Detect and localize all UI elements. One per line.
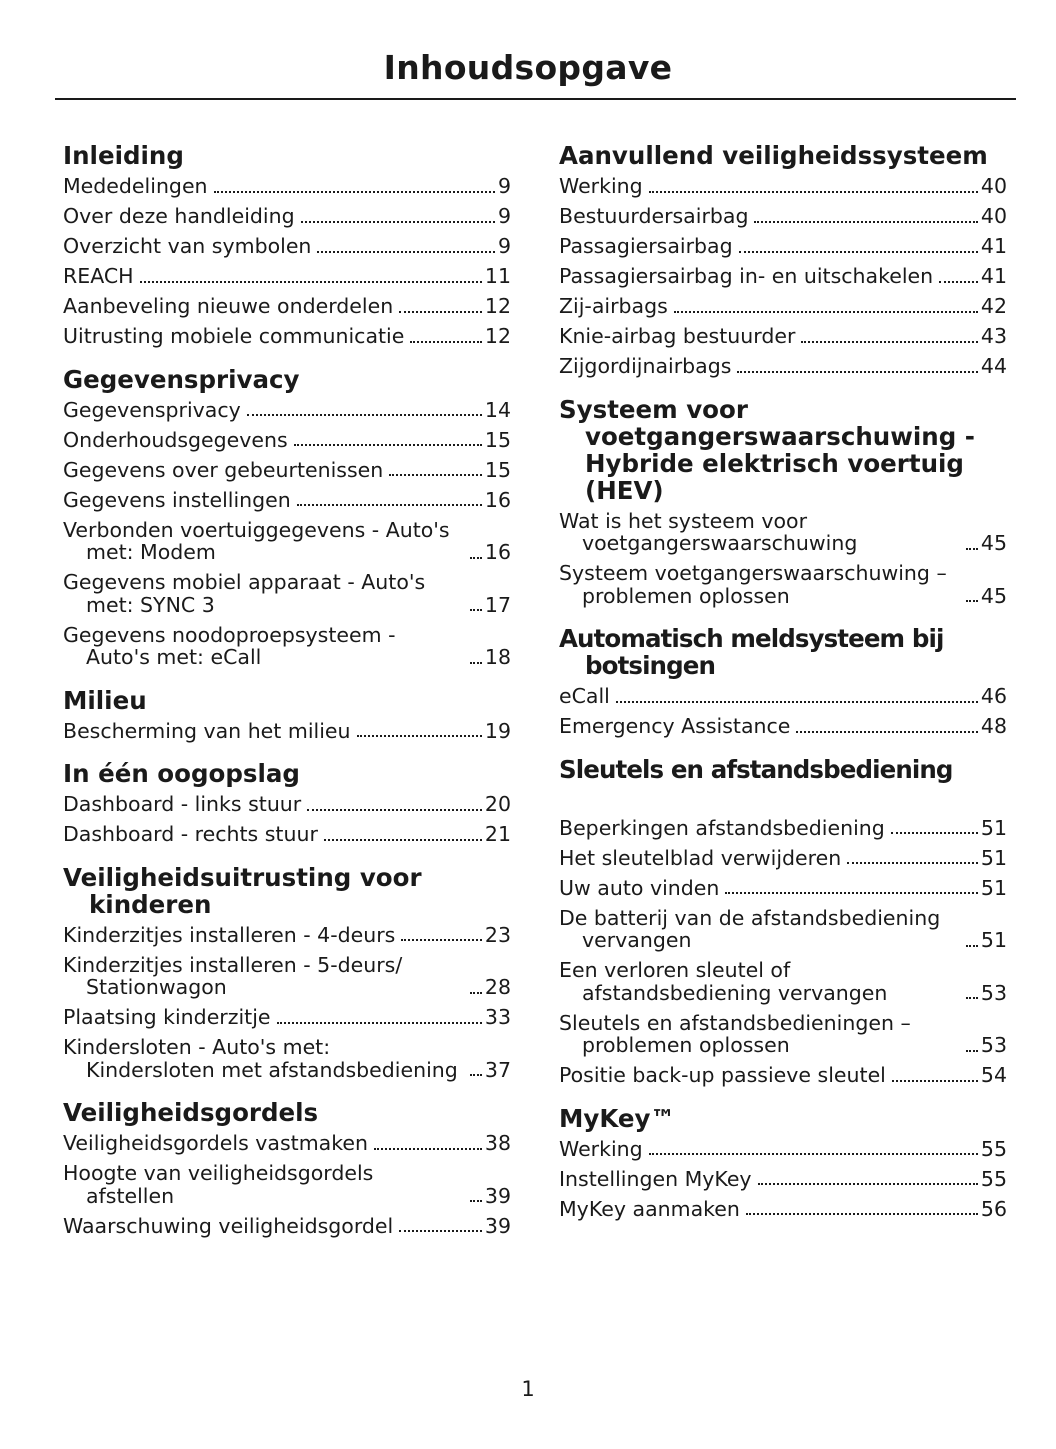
toc-entry[interactable] (559, 817, 1007, 840)
entry-page: 19 (484, 718, 511, 743)
entry-title: Verbonden voertuiggegevens - Auto's met: Modem (63, 517, 450, 564)
toc-right-column (559, 142, 1007, 1238)
toc-entry[interactable] (63, 1215, 511, 1238)
section-heading[interactable]: Automatisch meldsysteem bij botsingen (559, 624, 944, 680)
entry-title: MyKey aanmaken (559, 1196, 740, 1221)
toc-entry[interactable] (559, 235, 1007, 258)
entry-page: 51 (980, 928, 1007, 952)
dot-leader (399, 311, 482, 313)
dot-leader (470, 992, 482, 994)
dot-leader (891, 832, 978, 834)
entry-page: 53 (980, 1033, 1007, 1057)
entry-page: 37 (484, 1057, 511, 1082)
dot-leader (301, 221, 495, 223)
dot-leader (966, 997, 978, 999)
toc-entry[interactable] (559, 847, 1007, 870)
entry-page: 42 (980, 294, 1007, 318)
toc-entry[interactable] (559, 877, 1007, 900)
dot-leader (470, 609, 482, 611)
entry-title: Beperkingen afstandsbediening (559, 815, 885, 840)
entry-title: De batterij van de afstandsbediening vervangen (559, 905, 941, 952)
dot-leader (247, 414, 482, 416)
dot-leader (317, 251, 495, 253)
entry-title: Gegevensprivacy (63, 397, 241, 422)
entry-title: Instellingen MyKey (559, 1166, 752, 1191)
entry-page: 15 (484, 457, 511, 482)
entry-title: Knie-airbag bestuurder (559, 324, 796, 348)
entry-page: 55 (980, 1166, 1007, 1191)
toc-section-voetgangerswaarschuwing (559, 396, 1007, 608)
entry-page: 12 (484, 294, 511, 318)
entry-page: 56 (980, 1196, 1007, 1221)
toc-entry[interactable] (559, 562, 1007, 607)
section-heading[interactable]: Veiligheidsgordels (63, 1098, 319, 1127)
page-title: Inhoudsopgave (383, 48, 673, 87)
dot-leader (966, 548, 978, 550)
entry-page: 16 (484, 540, 511, 564)
dot-leader (939, 281, 978, 283)
entry-page: 9 (497, 234, 511, 258)
entry-title: Mededelingen (63, 174, 208, 198)
entry-title: Dashboard - links stuur (63, 792, 302, 816)
entry-title: Plaatsing kinderzitje (63, 1005, 271, 1029)
title-divider (55, 98, 1016, 100)
entry-page: 21 (484, 822, 511, 846)
dot-leader (725, 892, 978, 894)
toc-entry[interactable] (63, 325, 511, 348)
dot-leader (470, 1074, 482, 1076)
toc-section-aanvullend-veiligheidssysteem (559, 142, 1007, 378)
entry-page: 48 (980, 714, 1007, 738)
entry-title: Gegevens over gebeurtenissen (63, 457, 384, 482)
section-heading[interactable]: Aanvullend veiligheidssysteem (559, 141, 988, 170)
entry-page: 23 (484, 922, 511, 947)
entry-title: Over deze handleiding (63, 204, 295, 228)
entry-page: 9 (497, 204, 511, 228)
entry-title: Kinderzitjes installeren - 5-deurs/ Stationwagon (63, 952, 403, 999)
entry-title: eCall (559, 684, 610, 708)
entry-title: Wat is het systeem voor voetgangerswaarschuwing (559, 508, 858, 555)
toc-entry[interactable] (63, 954, 511, 999)
toc-entry[interactable] (559, 1198, 1007, 1221)
section-heading[interactable]: Gegevensprivacy (63, 364, 300, 394)
dot-leader (616, 701, 978, 703)
entry-title: Passagiersairbag in- en uitschakelen (559, 264, 934, 288)
entry-page: 51 (980, 875, 1007, 900)
dot-leader (399, 1230, 482, 1232)
toc-entry[interactable] (63, 519, 511, 564)
toc-entry[interactable] (559, 355, 1007, 378)
dot-leader (357, 735, 482, 737)
entry-page: 45 (980, 531, 1007, 555)
dot-leader (966, 1050, 978, 1052)
dot-leader (214, 191, 495, 193)
entry-page: 51 (980, 845, 1007, 870)
toc-entry[interactable] (63, 265, 511, 288)
dot-leader (737, 371, 977, 373)
section-heading[interactable]: Sleutels en afstandsbediening (559, 754, 953, 784)
entry-title: Werking (559, 1136, 643, 1161)
entry-title: Kindersloten - Auto's met: Kindersloten met afstandsbediening (63, 1035, 458, 1082)
dot-leader (758, 1183, 978, 1185)
toc-section-veiligheidsgordels (63, 1099, 511, 1237)
dot-leader (470, 1200, 482, 1202)
toc-entry[interactable] (63, 720, 511, 743)
page-number: 1 (521, 1377, 535, 1401)
toc-entry[interactable] (63, 1006, 511, 1029)
entry-title: Sleutels en afstandsbedieningen – problemen oplossen (559, 1010, 911, 1057)
dot-leader (966, 600, 978, 602)
dot-leader (674, 311, 978, 313)
entry-page: 40 (980, 204, 1007, 228)
entry-title: Gegevens instellingen (63, 487, 291, 512)
entry-title: Veiligheidsgordels vastmaken (63, 1131, 368, 1155)
section-heading[interactable]: In één oogopslag (63, 759, 300, 788)
entry-title: Kinderzitjes installeren - 4-deurs (63, 922, 396, 947)
toc-entry[interactable] (559, 907, 1007, 952)
section-heading[interactable]: Systeem voor voetgangerswaarschuwing - Hybride elektrisch voertuig (HEV) (559, 394, 975, 505)
toc-section-sleutels (559, 756, 1007, 1087)
dot-leader (401, 939, 482, 941)
toc-entry[interactable] (63, 175, 511, 198)
toc-entry[interactable] (559, 715, 1007, 738)
entry-title: Gegevens noodoproepsysteem - Auto's met: eCall (63, 622, 396, 669)
toc-entry[interactable] (63, 235, 511, 258)
toc-entry[interactable] (63, 429, 511, 452)
toc-section-inleiding (63, 142, 511, 348)
toc-entry[interactable] (63, 1162, 511, 1207)
entry-page: 28 (484, 975, 511, 999)
dot-leader (374, 1148, 482, 1150)
dot-leader (892, 1080, 978, 1082)
dot-leader (746, 1213, 978, 1215)
toc-entry[interactable] (63, 571, 511, 616)
dot-leader (294, 444, 482, 446)
section-heading[interactable]: Inleiding (63, 141, 184, 170)
entry-title: REACH (63, 264, 134, 288)
toc-entry[interactable] (559, 1012, 1007, 1057)
section-heading[interactable]: Veiligheidsuitrusting voor kinderen (63, 862, 422, 919)
dot-leader (324, 839, 482, 841)
toc-section-gegevensprivacy (63, 366, 511, 669)
toc-entry[interactable] (63, 823, 511, 846)
entry-title: Hoogte van veiligheidsgordels afstellen (63, 1161, 374, 1208)
dot-leader (739, 251, 978, 253)
entry-title: Een verloren sleutel of afstandsbediening vervangen (559, 958, 888, 1005)
entry-page: 39 (484, 1213, 511, 1238)
entry-title: Overzicht van symbolen (63, 234, 312, 258)
entry-page: 55 (980, 1136, 1007, 1161)
entry-page: 51 (980, 815, 1007, 840)
dot-leader (847, 862, 978, 864)
toc-entry[interactable] (63, 924, 511, 947)
entry-page: 12 (484, 324, 511, 348)
dot-leader (389, 474, 482, 476)
toc-entry[interactable] (559, 1168, 1007, 1191)
entry-title: Het sleutelblad verwijderen (559, 845, 842, 870)
toc-section-mykey (559, 1105, 1007, 1221)
toc-entry[interactable] (63, 1036, 511, 1081)
entry-title: Onderhoudsgegevens (63, 427, 288, 452)
toc-entry[interactable] (559, 175, 1007, 198)
toc-entry[interactable] (63, 399, 511, 422)
entry-title: Gegevens mobiel apparaat - Auto's met: SYNC 3 (63, 570, 426, 617)
entry-page: 41 (980, 264, 1007, 288)
dot-leader (410, 341, 482, 343)
dot-leader (649, 1153, 978, 1155)
toc-entry[interactable] (63, 1132, 511, 1155)
dot-leader (307, 809, 482, 811)
toc-section-in-een-oogopslag (63, 760, 511, 846)
entry-page: 41 (980, 234, 1007, 258)
toc-section-milieu (63, 687, 511, 743)
entry-page: 14 (484, 397, 511, 422)
entry-title: Zijgordijnairbags (559, 354, 732, 378)
toc-entry[interactable] (63, 295, 511, 318)
entry-title: Uw auto vinden (559, 875, 720, 900)
toc-entry[interactable] (559, 205, 1007, 228)
toc-left-column (63, 142, 511, 1255)
toc-entry[interactable] (559, 295, 1007, 318)
entry-page: 33 (484, 1005, 511, 1029)
dot-leader (470, 662, 482, 664)
dot-leader (754, 221, 977, 223)
entry-title: Systeem voetgangerswaarschuwing – problemen oplossen (559, 561, 947, 608)
section-heading[interactable]: Milieu (63, 685, 147, 715)
toc-entry[interactable] (63, 624, 511, 669)
toc-entry[interactable] (559, 1138, 1007, 1161)
toc-section-kinderen (63, 864, 511, 1082)
section-heading[interactable]: MyKey™ (559, 1103, 675, 1133)
dot-leader (966, 945, 978, 947)
entry-title: Dashboard - rechts stuur (63, 822, 318, 846)
entry-page: 17 (484, 592, 511, 617)
toc-entry[interactable] (559, 510, 1007, 555)
entry-title: Zij-airbags (559, 294, 668, 318)
entry-page: 46 (980, 684, 1007, 708)
toc-entry[interactable] (559, 1064, 1007, 1087)
dot-leader (277, 1022, 482, 1024)
entry-page: 40 (980, 174, 1007, 198)
toc-section-meldsysteem (559, 625, 1007, 738)
dot-leader (140, 281, 482, 283)
entry-page: 43 (980, 324, 1007, 348)
dot-leader (796, 731, 978, 733)
dot-leader (297, 504, 482, 506)
entry-title: Aanbeveling nieuwe onderdelen (63, 294, 394, 318)
toc-entry[interactable] (559, 685, 1007, 708)
entry-title: Bescherming van het milieu (63, 718, 351, 743)
dot-leader (649, 191, 978, 193)
entry-page: 11 (484, 264, 511, 288)
toc-entry[interactable] (559, 325, 1007, 348)
entry-title: Uitrusting mobiele communicatie (63, 324, 405, 348)
entry-title: Bestuurdersairbag (559, 204, 749, 228)
toc-entry[interactable] (63, 489, 511, 512)
toc-entry[interactable] (63, 793, 511, 816)
dot-leader (801, 341, 978, 343)
entry-page: 18 (484, 645, 511, 669)
entry-title: Passagiersairbag (559, 234, 733, 258)
entry-page: 54 (980, 1063, 1007, 1087)
entry-page: 44 (980, 354, 1007, 378)
entry-page: 39 (484, 1183, 511, 1208)
entry-page: 53 (980, 980, 1007, 1005)
entry-title: Positie back-up passieve sleutel (559, 1063, 886, 1087)
entry-page: 16 (484, 487, 511, 512)
toc-entry[interactable] (559, 265, 1007, 288)
dot-leader (470, 557, 482, 559)
entry-title: Waarschuwing veiligheidsgordel (63, 1213, 394, 1238)
entry-page: 20 (484, 792, 511, 816)
entry-title: Werking (559, 174, 643, 198)
toc-entry[interactable] (559, 959, 1007, 1004)
entry-page: 15 (484, 427, 511, 452)
toc-entry[interactable] (63, 459, 511, 482)
entry-page: 9 (497, 174, 511, 198)
entry-title: Emergency Assistance (559, 714, 791, 738)
entry-page: 38 (484, 1131, 511, 1155)
entry-page: 45 (980, 583, 1007, 608)
toc-entry[interactable] (63, 205, 511, 228)
